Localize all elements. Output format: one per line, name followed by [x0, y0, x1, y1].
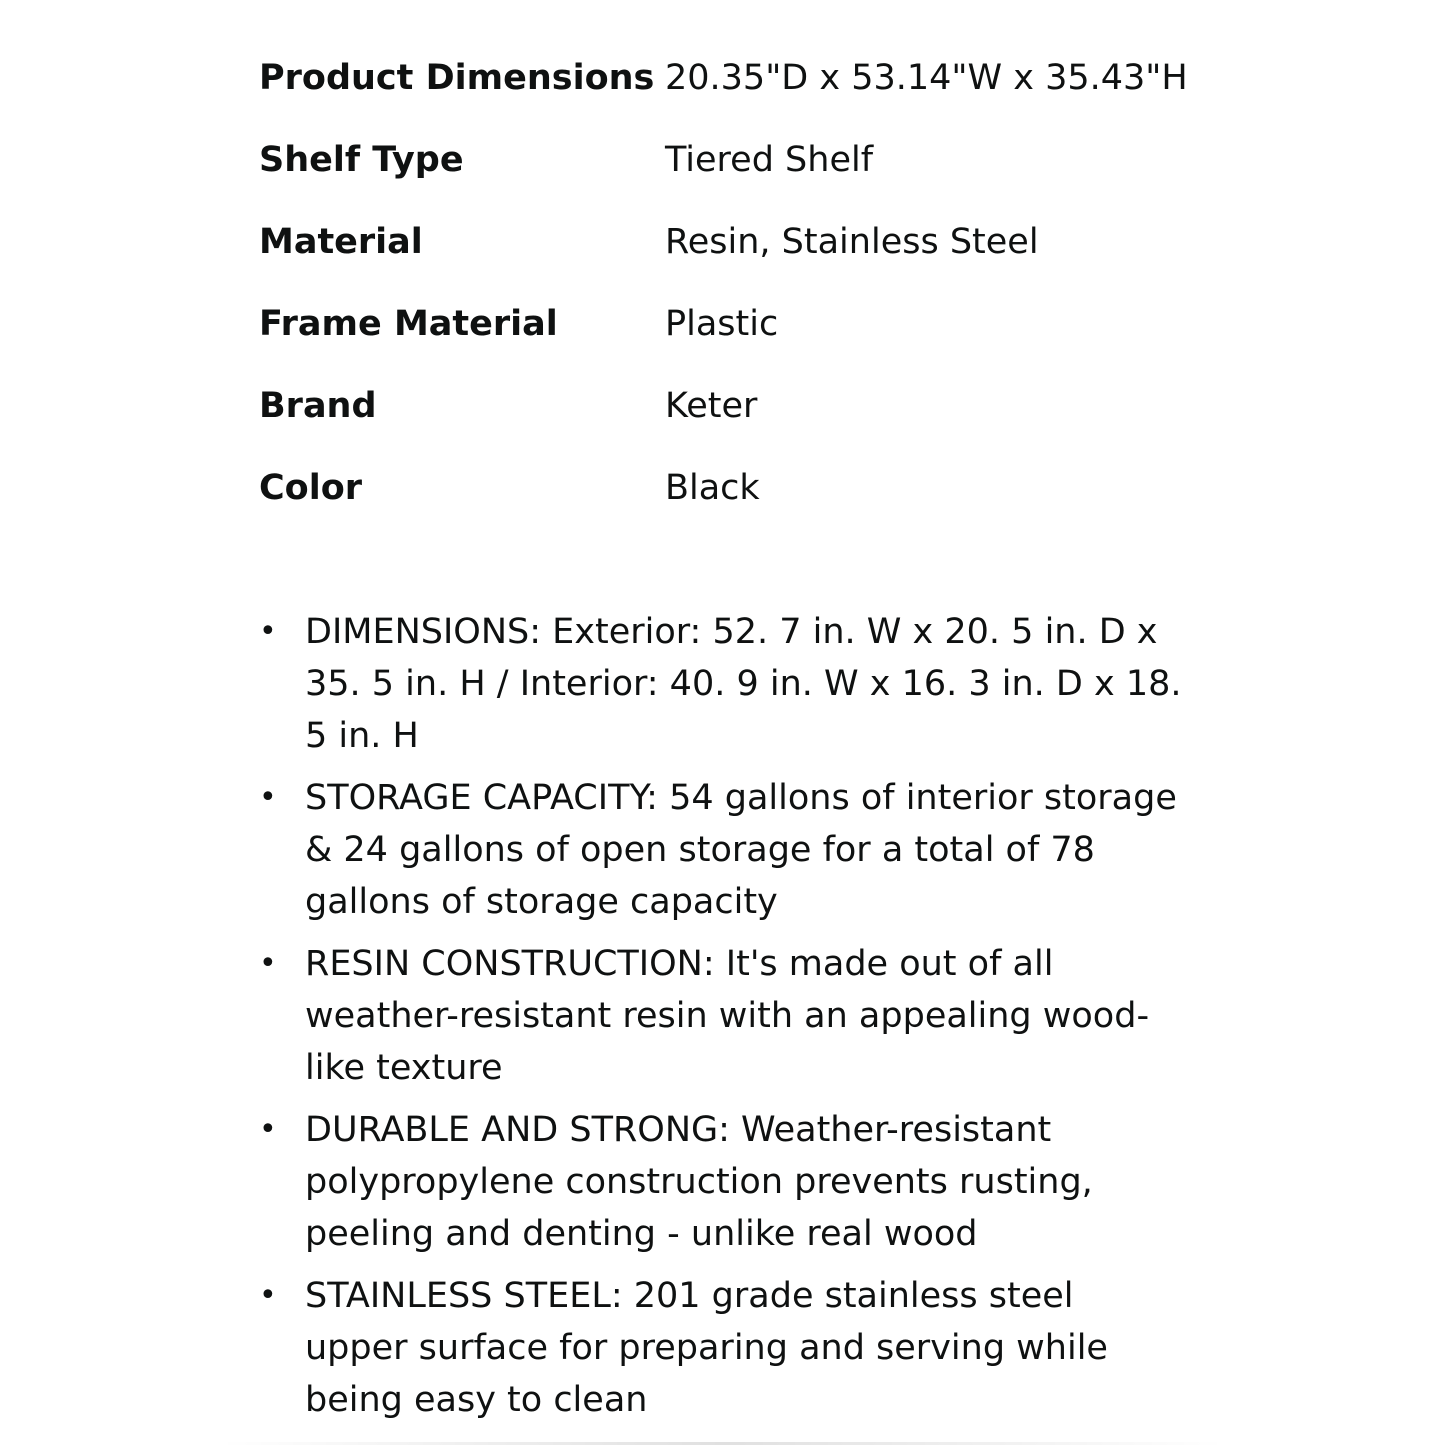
bullet-icon: • — [259, 1112, 277, 1147]
bullet-icon: • — [259, 1278, 277, 1313]
bullet-icon: • — [259, 780, 277, 815]
bullet-text: DIMENSIONS: Exterior: 52. 7 in. W x 20. 5 in. D x 35. 5 in. H / Interior: 40. 9 in. W x 16. 3 in. D x 18. 5 in. H — [305, 612, 1182, 756]
spec-label: Brand — [259, 386, 377, 426]
spec-row-shelf-type — [259, 134, 1219, 186]
spec-label: Color — [259, 468, 363, 508]
spec-value: Resin, Stainless Steel — [665, 222, 1039, 262]
bullet-text: RESIN CONSTRUCTION: It's made out of all weather-resistant resin with an appealing wood-like texture — [305, 944, 1150, 1088]
feature-bullet-stainless-steel — [259, 1270, 1219, 1426]
feature-bullet-durable-and-strong — [259, 1104, 1219, 1260]
bullet-text: DURABLE AND STRONG: Weather-resistant polypropylene construction prevents rusting, peeling and denting - unlike real wood — [305, 1110, 1093, 1254]
feature-bullet-dimensions — [259, 606, 1219, 762]
feature-bullet-storage-capacity — [259, 772, 1219, 928]
bullet-icon: • — [259, 946, 277, 981]
spec-label: Material — [259, 222, 423, 262]
spec-row-frame-material — [259, 298, 1219, 350]
spec-row-material — [259, 216, 1219, 268]
spec-value: Plastic — [665, 304, 779, 344]
spec-value: Keter — [665, 386, 758, 426]
spec-row-brand — [259, 380, 1219, 432]
product-specs-table — [259, 52, 1219, 514]
spec-label: Frame Material — [259, 304, 558, 344]
spec-label: Shelf Type — [259, 140, 464, 180]
feature-bullet-list — [259, 606, 1219, 1426]
spec-value: Black — [665, 468, 760, 508]
spec-label: Product Dimensions — [259, 58, 655, 98]
bullet-text: STORAGE CAPACITY: 54 gallons of interior storage & 24 gallons of open storage for a total of 78 gallons of storage capacity — [305, 778, 1177, 922]
spec-value: Tiered Shelf — [665, 140, 874, 180]
feature-bullet-resin-construction — [259, 938, 1219, 1094]
bullet-icon: • — [259, 614, 277, 649]
bullet-text: STAINLESS STEEL: 201 grade stainless steel upper surface for preparing and serving while being easy to clean — [305, 1276, 1108, 1420]
spec-row-color — [259, 462, 1219, 514]
spec-value: 20.35"D x 53.14"W x 35.43"H — [665, 58, 1188, 98]
spec-row-product-dimensions — [259, 52, 1219, 104]
